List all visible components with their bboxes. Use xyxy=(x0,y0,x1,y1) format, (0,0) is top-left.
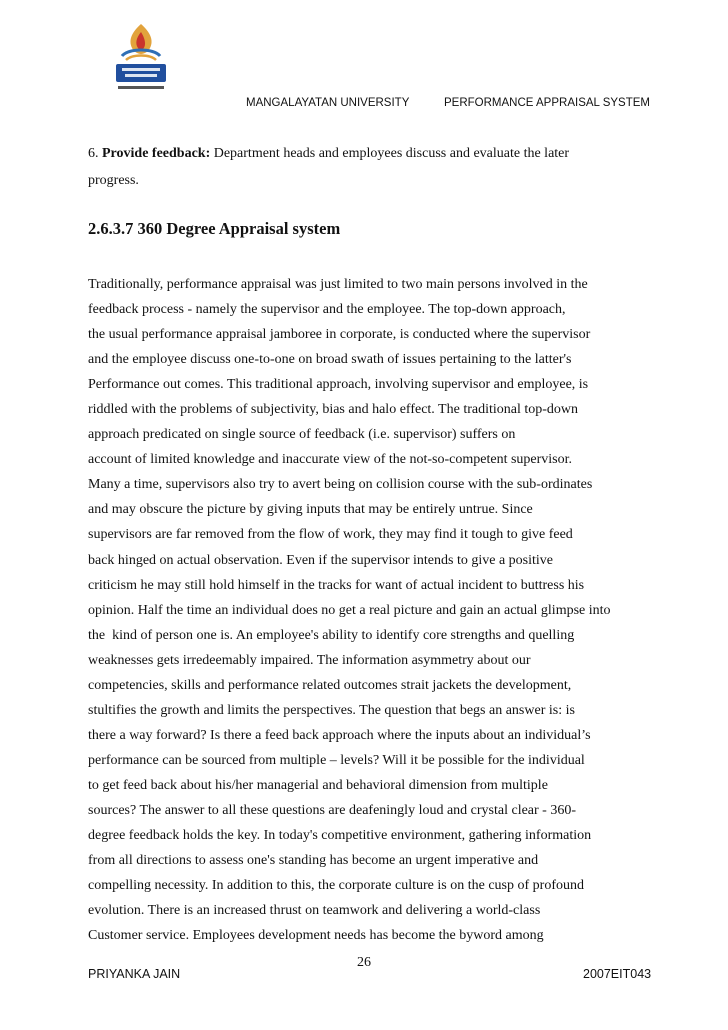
body-line: feedback process - namely the supervisor and the employee. The top-down approach, xyxy=(88,302,566,318)
body-line: opinion. Half the time an individual does no get a real picture and gain an actual glimpse into xyxy=(88,602,611,618)
body-line: Many a time, supervisors also try to avert being on collision course with the sub-ordinates xyxy=(88,477,593,493)
body-line: from all directions to assess one's standing has become an urgent imperative and xyxy=(88,853,539,869)
body-line: and the employee discuss one-to-one on broad swath of issues pertaining to the latter's xyxy=(88,352,572,368)
body-line: and may obscure the picture by giving inputs that may be entirely untrue. Since xyxy=(88,502,533,518)
body-line: the usual performance appraisal jamboree in corporate, is conducted where the supervisor xyxy=(88,327,591,343)
body-line: sources? The answer to all these questions are deafeningly loud and crystal clear - 360- xyxy=(88,802,577,818)
feedback-paragraph xyxy=(88,140,648,194)
body-line: back hinged on actual observation. Even if the supervisor intends to give a positive xyxy=(88,552,553,568)
footer-roll-number: 2007EIT043 xyxy=(583,967,652,981)
feedback-number: 6. xyxy=(88,146,102,161)
feedback-continuation: progress. xyxy=(88,173,139,188)
body-line: degree feedback holds the key. In today's competitive environment, gathering information xyxy=(88,828,592,844)
body-line: riddled with the problems of subjectivity, bias and halo effect. The traditional top-down xyxy=(88,402,579,418)
body-line: Customer service. Employees development needs has become the byword among xyxy=(88,928,544,944)
body-line: competencies, skills and performance related outcomes strait jackets the development, xyxy=(88,677,572,693)
feedback-text: Department heads and employees discuss and evaluate the later xyxy=(210,146,570,161)
page-number: 26 xyxy=(357,955,371,970)
body-line: weaknesses gets irredeemably impaired. The information asymmetry about our xyxy=(88,652,531,668)
header-university-name: MANGALAYATAN UNIVERSITY xyxy=(246,97,410,109)
body-line: supervisors are far removed from the flow of work, they may find it tough to give feed xyxy=(88,527,573,543)
body-line: compelling necessity. In addition to this, the corporate culture is on the cusp of profound xyxy=(88,878,584,894)
footer-author: PRIYANKA JAIN xyxy=(88,967,181,981)
body-paragraph xyxy=(88,272,668,948)
body-line: the kind of person one is. An employee's ability to identify core strengths and quelling xyxy=(88,627,575,643)
body-line: Traditionally, performance appraisal was just limited to two main persons involved in the xyxy=(88,277,588,292)
body-line: account of limited knowledge and inaccurate view of the not-so-competent supervisor. xyxy=(88,452,573,468)
body-line: performance can be sourced from multiple – levels? Will it be possible for the individual xyxy=(88,752,585,768)
body-line: to get feed back about his/her managerial and behavioral dimension from multiple xyxy=(88,777,548,793)
body-line: there a way forward? Is there a feed back approach where the inputs about an individual’s xyxy=(88,727,591,743)
section-heading: 2.6.3.7 360 Degree Appraisal system xyxy=(88,219,341,238)
university-emblem-icon xyxy=(108,18,174,94)
header-system-title: PERFORMANCE APPRAISAL SYSTEM xyxy=(444,97,650,109)
body-line: evolution. There is an increased thrust on teamwork and delivering a world-class xyxy=(88,903,541,919)
body-line: approach predicated on single source of feedback (i.e. supervisor) suffers on xyxy=(88,427,516,443)
body-line: stultifies the growth and limits the perspectives. The question that begs an answer is: is xyxy=(88,702,575,718)
body-line: Performance out comes. This traditional approach, involving supervisor and employee, is xyxy=(88,377,589,393)
feedback-term: Provide feedback: xyxy=(102,146,211,161)
body-line: criticism he may still hold himself in the tracks for want of actual incident to buttress his xyxy=(88,577,585,593)
